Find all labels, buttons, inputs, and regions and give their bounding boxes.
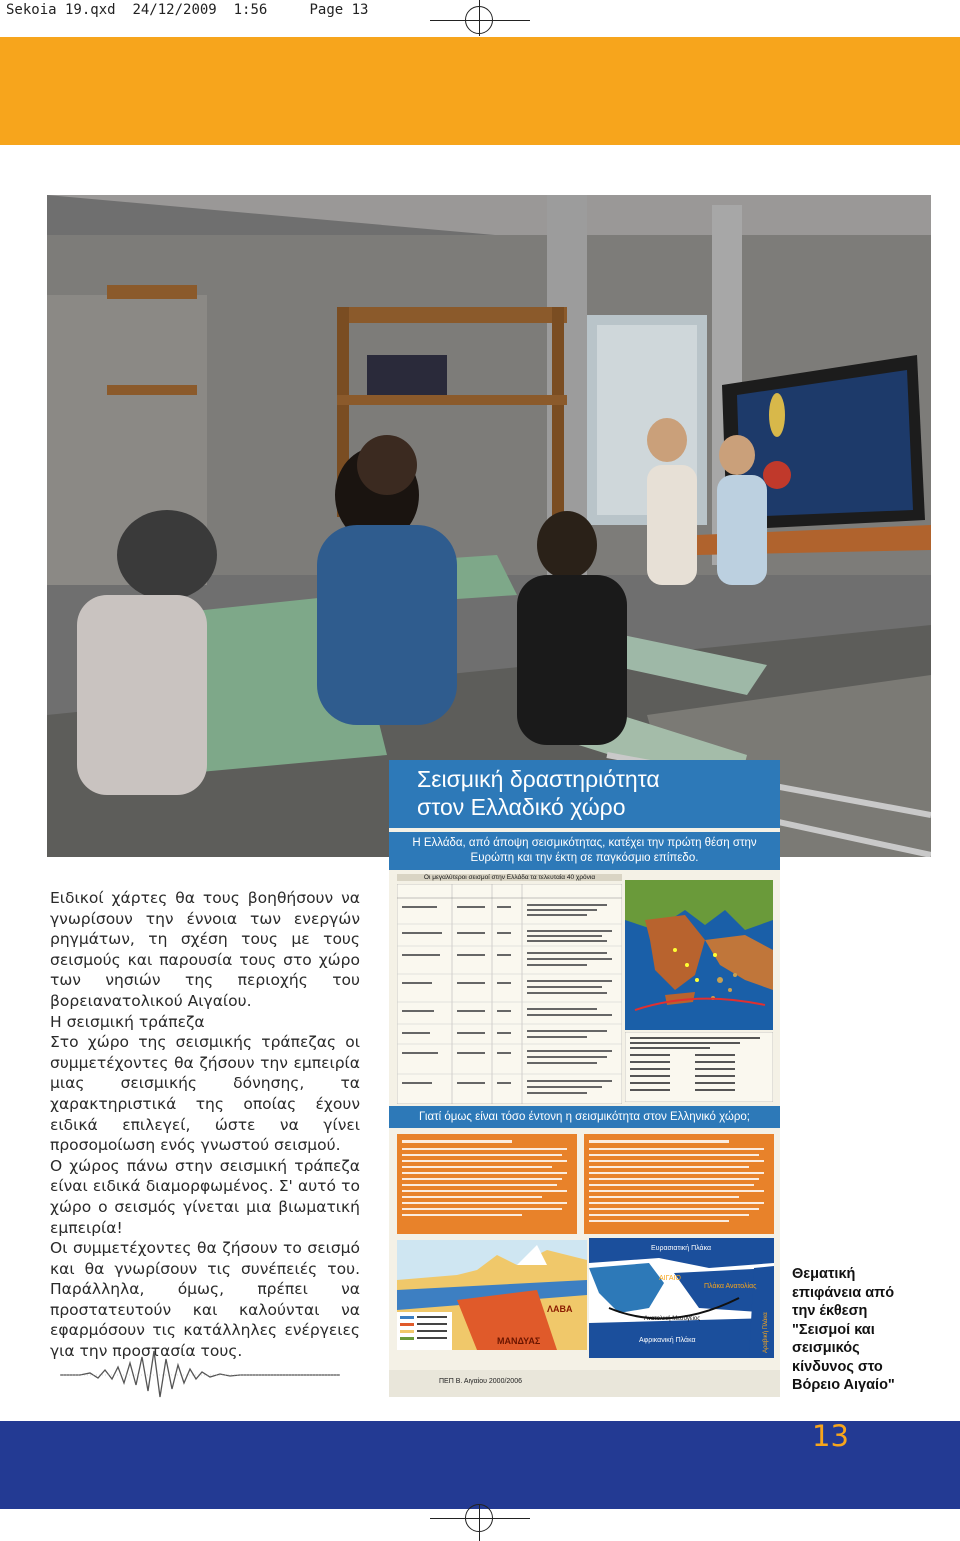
seismograph-icon	[60, 1345, 340, 1405]
caption-line: επιφάνεια από	[792, 1284, 895, 1301]
caption-line: Θεματική	[792, 1266, 856, 1282]
seismic-poster	[389, 760, 780, 1397]
africa-plate-label: Αφρικανική Πλάκα	[639, 1337, 696, 1344]
paragraph: Ο χώρος πάνω στην σεισμική τράπεζα είναι ειδικά διαμορφωμένος. Σ' αυτό το χώρο ο σεισμός γίνεται μια βιωματική εμπειρία!	[50, 1156, 360, 1237]
poster-subtitle: Η Ελλάδα, από άποψη σεισμικότητας, κατέχει την πρώτη θέση στην Ευρώπη και την έκτη σε παγκόσμιο επίπεδο.	[389, 832, 780, 870]
explanation-box-right	[584, 1134, 774, 1234]
poster-footer	[389, 1370, 780, 1397]
poster-footer-logo: ΠΕΠ Β. Αιγαίου 2000/2006	[439, 1378, 522, 1385]
classroom-photo	[47, 195, 931, 857]
arabia-plate-label: Αραβική Πλάκα	[763, 1312, 769, 1353]
orange-header-band	[0, 37, 960, 145]
caption-line: Βόρειο Αιγαίο"	[792, 1377, 895, 1393]
poster-title-band	[389, 760, 780, 828]
mantle-label: ΜΑΝΔΥΑΣ	[497, 1336, 541, 1346]
eurasia-plate-label: Ευρασιατική Πλάκα	[651, 1245, 712, 1252]
body-text-column	[50, 888, 360, 1362]
slug-time: 1:56	[233, 2, 268, 18]
explanation-box-left	[397, 1134, 577, 1234]
lava-label: ΛΑΒΑ	[547, 1304, 573, 1314]
poster-question-band: Γιατί όμως είναι τόσο έντονη η σεισμικότητα στον Ελληνικό χώρο;	[389, 1106, 780, 1128]
caption-line: "Σεισμοί και	[792, 1321, 875, 1338]
registration-mark-icon	[465, 1504, 493, 1532]
greece-relief-map	[625, 880, 773, 1030]
poster-title-line1: Σεισμική δραστηριότητα	[417, 766, 660, 792]
slug-file: Sekoia 19.qxd	[6, 2, 116, 18]
earthquake-table-title: Οι μεγαλύτεροι σεισμοί στην Ελλάδα τα τελευταία 40 χρόνια	[397, 874, 622, 881]
earthquake-table	[397, 884, 622, 1104]
intro-paragraph: Ειδικοί χάρτες θα τους βοηθήσουν να γνωρίσουν την έννοια των ενεργών ρηγμάτων, τη σχέση τους με τους σεισμούς και παρουσία τους στο χώρο των νησιών της περιοχής του βορειανατολικού Αιγαίου.	[50, 889, 360, 1010]
tectonic-cross-section	[397, 1240, 587, 1350]
caption-line: την έκθεση	[792, 1303, 868, 1319]
aegean-label: ΑΙΓΑΙΟ	[659, 1275, 681, 1282]
print-slug	[6, 2, 368, 18]
poster-caption	[792, 1265, 922, 1395]
slug-page: Page 13	[309, 2, 369, 18]
tectonic-plates-map	[589, 1238, 774, 1358]
registration-mark-icon	[465, 6, 493, 34]
anatolia-plate-label: Πλάκα Ανατολίας	[704, 1283, 757, 1290]
caption-line: σεισμικός	[792, 1340, 860, 1356]
mediterranean-label: Ανατολική Μεσόγειος	[644, 1316, 701, 1322]
seismic-statistics-box	[625, 1032, 773, 1102]
slug-date: 24/12/2009	[132, 2, 217, 18]
section-heading: Η σεισμική τράπεζα	[50, 1012, 205, 1031]
classroom-photo-illustration	[47, 195, 931, 857]
caption-line: κίνδυνος στο	[792, 1358, 883, 1375]
page-number: 13	[812, 1419, 849, 1453]
paragraph: Στο χώρο της σεισμικής τράπεζας οι συμμετέχοντες θα ζήσουν την εμπειρία μιας σεισμικής δόνησης, τα χαρακτηριστικά της οποίας έχουν ειδικά επιλεγεί, ώστε να γίνει προσομοίωση ενός γνωστού σεισμού.	[50, 1033, 360, 1155]
paragraph: Οι συμμετέχοντες θα ζήσουν το σεισμό και θα γνωρίσουν τις συνέπειές του. Παράλληλα, όμως, πρέπει να προστατευτούν και καλούνται να εφαρμόσουν τις κατάλληλες ενέργειες για την προστασία τους.	[50, 1239, 360, 1361]
poster-title-line2: στον Ελλαδικό χώρο	[417, 794, 626, 820]
